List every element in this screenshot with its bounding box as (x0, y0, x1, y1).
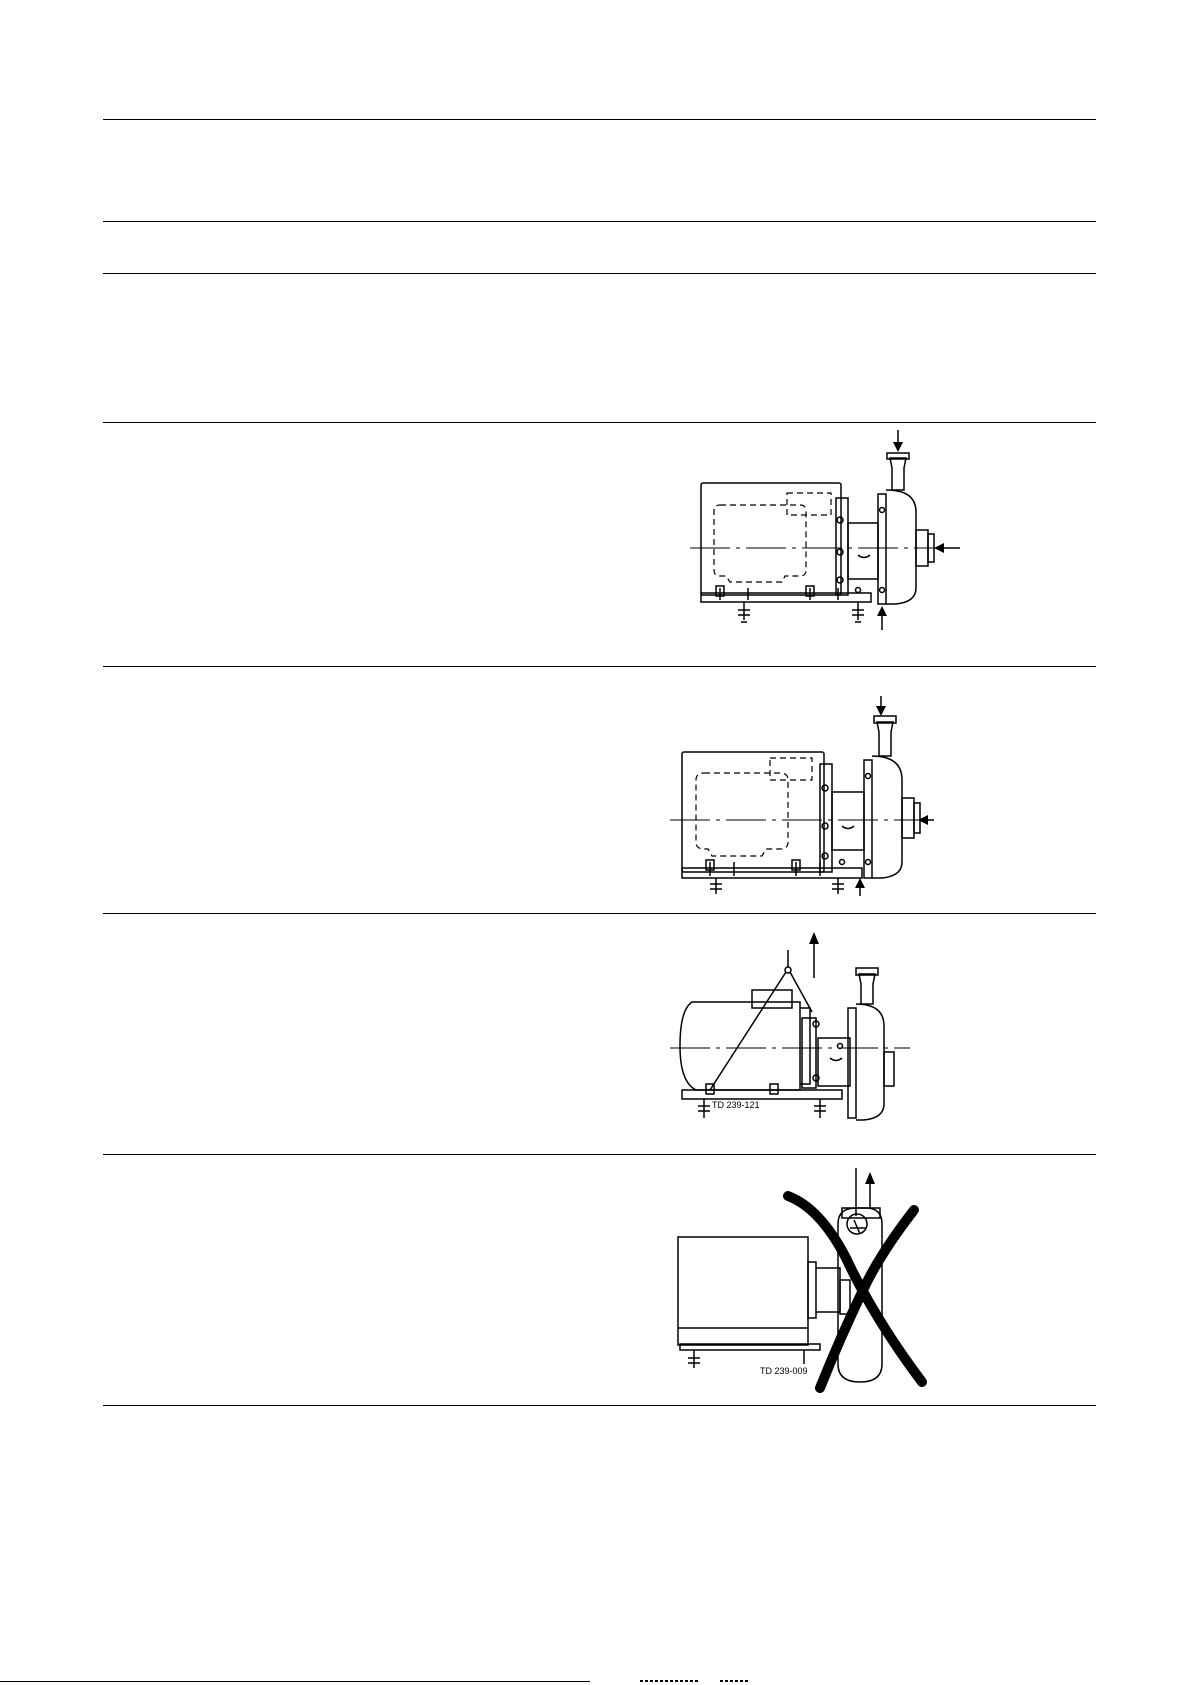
section-rule-5 (103, 913, 1096, 914)
bottom-rule (103, 1405, 1096, 1406)
page-bottom-mark (640, 1679, 760, 1683)
top-rule (103, 119, 1096, 120)
pump-diagram-1 (690, 430, 960, 630)
section-rule-6 (103, 1154, 1096, 1155)
pump-diagram-lifting (670, 922, 910, 1138)
section-rule-2 (103, 273, 1096, 274)
page-bottom-edge (0, 1681, 590, 1682)
figure-code-lifting: TD 239-121 (712, 1100, 760, 1110)
pump-diagram-2 (670, 676, 940, 896)
section-rule-3 (103, 422, 1096, 423)
section-rule-1 (103, 221, 1096, 222)
section-rule-4 (103, 666, 1096, 667)
pump-diagram-incorrect-lifting (660, 1168, 930, 1388)
figure-code-incorrect: TD 239-009 (760, 1366, 808, 1376)
